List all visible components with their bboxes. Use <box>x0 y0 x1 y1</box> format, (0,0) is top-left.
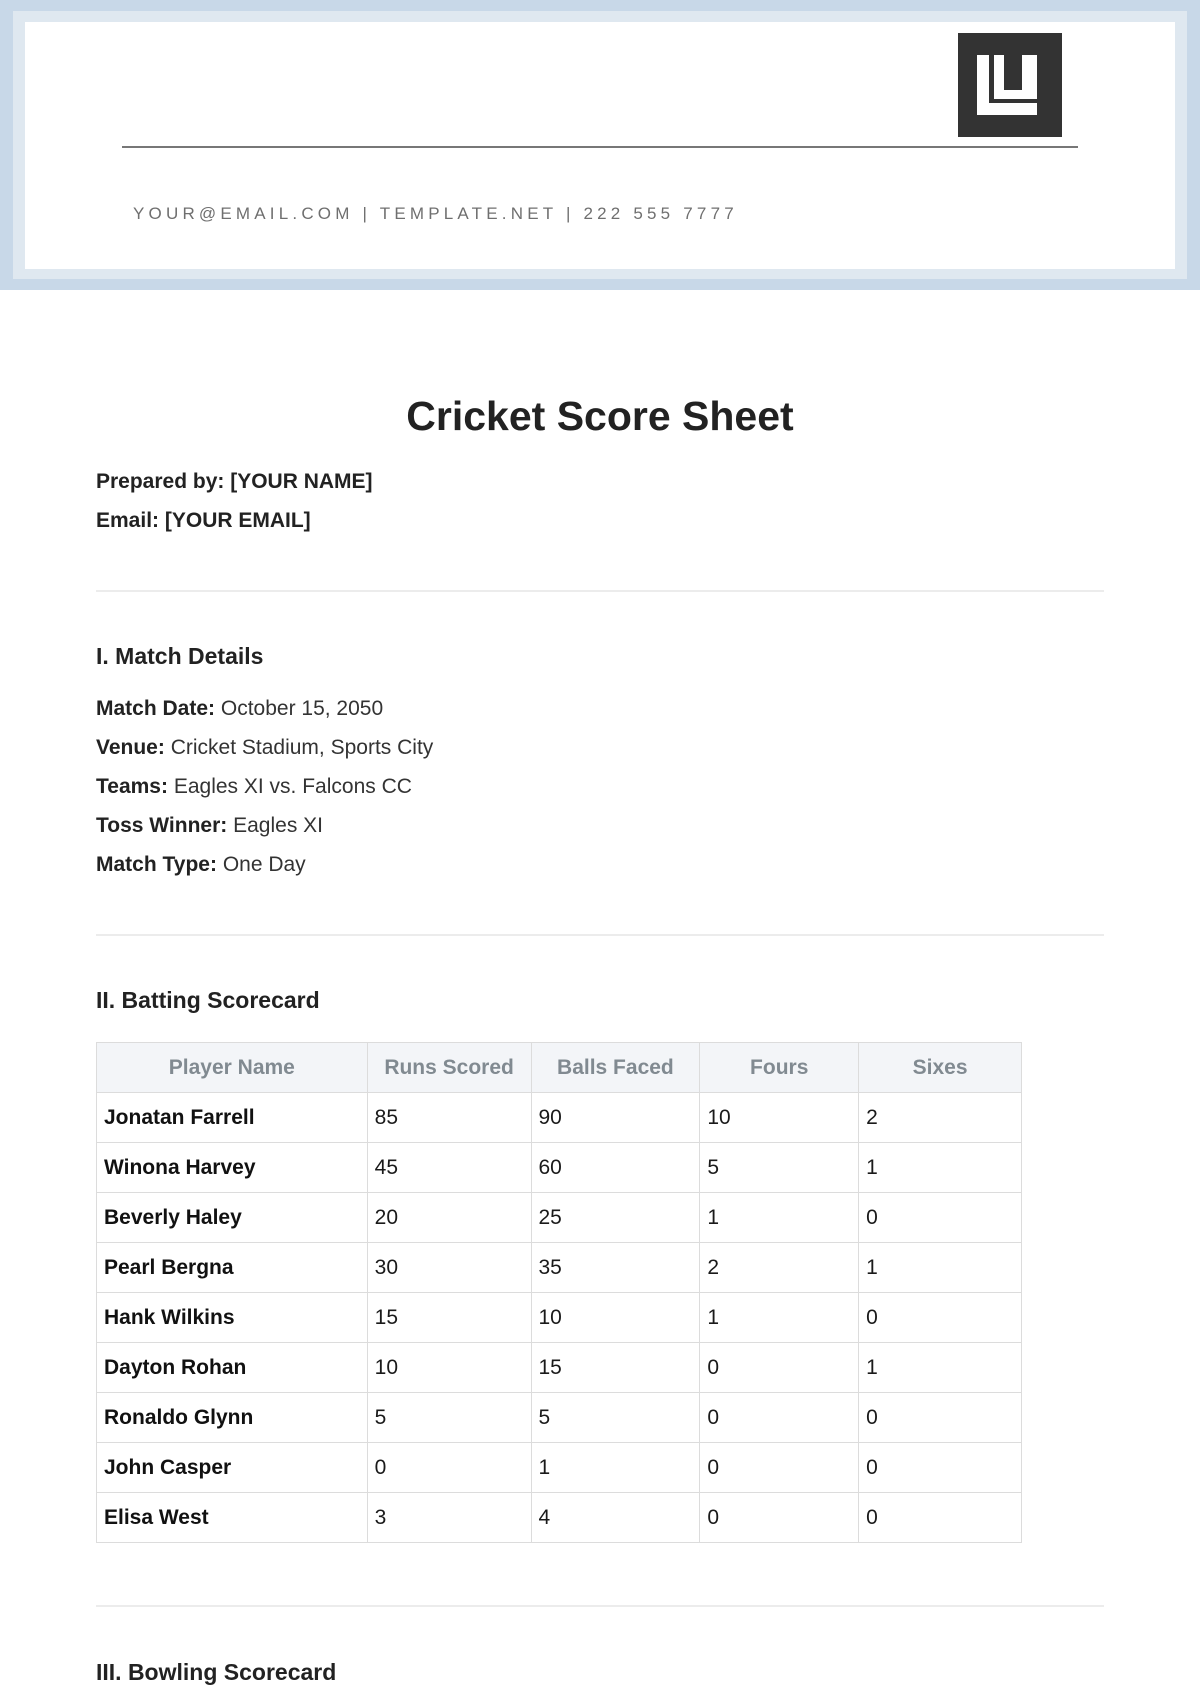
balls-faced: 35 <box>531 1243 700 1293</box>
fours: 2 <box>700 1243 859 1293</box>
column-header: Player Name <box>97 1043 368 1093</box>
sixes: 2 <box>859 1093 1022 1143</box>
runs-scored: 20 <box>367 1193 531 1243</box>
prepared-by: Prepared by: [YOUR NAME] <box>96 470 373 493</box>
table-row <box>97 1293 1022 1343</box>
detail-value: Cricket Stadium, Sports City <box>170 736 434 759</box>
table-row <box>97 1343 1022 1393</box>
runs-scored: 45 <box>367 1143 531 1193</box>
sixes: 1 <box>859 1343 1022 1393</box>
table-row <box>97 1443 1022 1493</box>
detail-label: Teams: <box>96 775 168 798</box>
fours: 0 <box>700 1443 859 1493</box>
detail-value: One Day <box>222 853 306 876</box>
table-row <box>97 1243 1022 1293</box>
sixes: 0 <box>859 1443 1022 1493</box>
fours: 1 <box>700 1293 859 1343</box>
runs-scored: 30 <box>367 1243 531 1293</box>
detail-value: October 15, 2050 <box>220 697 384 720</box>
section-divider <box>96 934 1104 936</box>
balls-faced: 4 <box>531 1493 700 1543</box>
column-header: Balls Faced <box>531 1043 700 1093</box>
page-title: Cricket Score Sheet <box>406 393 794 439</box>
contact-line: YOUR@EMAIL.COM | TEMPLATE.NET | 222 555 7777 <box>133 204 738 223</box>
detail-venue <box>96 736 433 760</box>
balls-faced: 10 <box>531 1293 700 1343</box>
section-divider <box>96 590 1104 592</box>
table-row <box>97 1493 1022 1543</box>
section-heading-batting: II. Batting Scorecard <box>96 987 320 1013</box>
section-divider <box>96 1605 1104 1607</box>
balls-faced: 15 <box>531 1343 700 1393</box>
sixes: 1 <box>859 1143 1022 1193</box>
runs-scored: 0 <box>367 1443 531 1493</box>
player-name: Winona Harvey <box>97 1143 368 1193</box>
runs-scored: 3 <box>367 1493 531 1543</box>
fours: 0 <box>700 1343 859 1393</box>
batting-scorecard-table <box>96 1042 1022 1543</box>
section-heading-bowling: III. Bowling Scorecard <box>96 1659 337 1685</box>
fours: 0 <box>700 1493 859 1543</box>
runs-scored: 5 <box>367 1393 531 1443</box>
balls-faced: 25 <box>531 1193 700 1243</box>
balls-faced: 1 <box>531 1443 700 1493</box>
prepared-email: Email: [YOUR EMAIL] <box>96 509 311 532</box>
sixes: 0 <box>859 1193 1022 1243</box>
player-name: Hank Wilkins <box>97 1293 368 1343</box>
template-logo-icon <box>958 33 1062 137</box>
detail-value: Eagles XI vs. Falcons CC <box>173 775 412 798</box>
player-name: Dayton Rohan <box>97 1343 368 1393</box>
runs-scored: 85 <box>367 1093 531 1143</box>
player-name: Elisa West <box>97 1493 368 1543</box>
player-name: John Casper <box>97 1443 368 1493</box>
table-header-row <box>97 1043 1022 1093</box>
player-name: Ronaldo Glynn <box>97 1393 368 1443</box>
table-row <box>97 1193 1022 1243</box>
fours: 1 <box>700 1193 859 1243</box>
runs-scored: 10 <box>367 1343 531 1393</box>
column-header: Fours <box>700 1043 859 1093</box>
balls-faced: 90 <box>531 1093 700 1143</box>
detail-label: Toss Winner: <box>96 814 228 837</box>
detail-match-date <box>96 697 383 721</box>
balls-faced: 5 <box>531 1393 700 1443</box>
player-name: Pearl Bergna <box>97 1243 368 1293</box>
sixes: 0 <box>859 1393 1022 1443</box>
section-heading-match-details: I. Match Details <box>96 643 264 669</box>
detail-label: Venue: <box>96 736 165 759</box>
player-name: Jonatan Farrell <box>97 1093 368 1143</box>
player-name: Beverly Haley <box>97 1193 368 1243</box>
detail-value: Eagles XI <box>233 814 323 837</box>
detail-toss-winner <box>96 814 323 838</box>
column-header: Sixes <box>859 1043 1022 1093</box>
table-row <box>97 1393 1022 1443</box>
sixes: 1 <box>859 1243 1022 1293</box>
table-row <box>97 1093 1022 1143</box>
balls-faced: 60 <box>531 1143 700 1193</box>
column-header: Runs Scored <box>367 1043 531 1093</box>
runs-scored: 15 <box>367 1293 531 1343</box>
fours: 10 <box>700 1093 859 1143</box>
table-row <box>97 1143 1022 1193</box>
detail-label: Match Type: <box>96 853 217 876</box>
detail-match-type <box>96 853 306 877</box>
sixes: 0 <box>859 1293 1022 1343</box>
fours: 5 <box>700 1143 859 1193</box>
detail-label: Match Date: <box>96 697 216 720</box>
sixes: 0 <box>859 1493 1022 1543</box>
detail-teams <box>96 775 412 799</box>
fours: 0 <box>700 1393 859 1443</box>
header-rule <box>122 146 1078 148</box>
